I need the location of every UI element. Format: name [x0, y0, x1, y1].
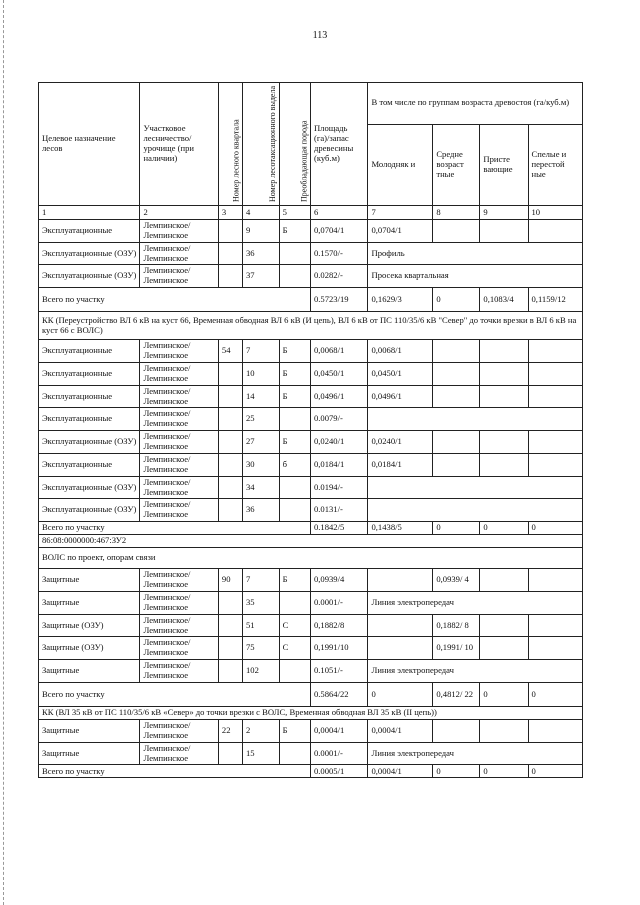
cell-quarter: [218, 742, 242, 765]
cell-purpose: Защитные (ОЗУ): [39, 614, 140, 637]
cell-mature: [528, 719, 583, 742]
cell-area: 0,0004/1: [310, 719, 368, 742]
header-mature: Спелые и перестой ные: [528, 124, 583, 205]
cell-empty: [368, 476, 583, 499]
cell-allotment: 7: [242, 569, 279, 592]
table-row: [39, 660, 583, 683]
cell-purpose: Защитные: [39, 742, 140, 765]
cell-forestry: Лемпинское/ Лемпинское: [140, 385, 218, 408]
cell-purpose: Защитные: [39, 569, 140, 592]
cell-mature: [528, 362, 583, 385]
cell-maturing: [480, 453, 528, 476]
table-row: [39, 719, 583, 742]
cell-note: Профиль: [368, 242, 583, 265]
cell-area: 0,0450/1: [310, 362, 368, 385]
header-species: Преобладающая порода: [279, 83, 310, 206]
header-area: Площадь (га)/запас древесины (куб.м): [310, 83, 368, 206]
cell-species: Б: [279, 340, 310, 363]
cell-young: [368, 569, 433, 592]
cell-forestry: Лемпинское/ Лемпинское: [140, 569, 218, 592]
forest-table: [38, 82, 583, 778]
header-forestry: Участковое лесничество/ урочище (при наличии): [140, 83, 218, 206]
cell-purpose: Эксплуатационные (ОЗУ): [39, 242, 140, 265]
scan-edge-line: [3, 0, 4, 905]
total-middle: 0: [433, 522, 480, 535]
cell-young: 0,0068/1: [368, 340, 433, 363]
cell-quarter: [218, 637, 242, 660]
total-young: 0,0004/1: [368, 765, 433, 778]
cell-quarter: [218, 499, 242, 522]
section-block1: [39, 219, 583, 311]
cell-middle: 0,1991/ 10: [433, 637, 480, 660]
cell-quarter: [218, 660, 242, 683]
cell-maturing: [480, 385, 528, 408]
cell-purpose: Эксплуатационные: [39, 385, 140, 408]
cell-forestry: Лемпинское/ Лемпинское: [140, 614, 218, 637]
cell-allotment: 37: [242, 265, 279, 288]
total-row: [39, 288, 583, 312]
cell-species: Б: [279, 569, 310, 592]
cell-middle: [433, 219, 480, 242]
cell-quarter: 22: [218, 719, 242, 742]
section-block4: [39, 706, 583, 778]
cell-mature: [528, 614, 583, 637]
cell-forestry: Лемпинское/ Лемпинское: [140, 719, 218, 742]
table-row: [39, 591, 583, 614]
header-age-groups: В том числе по группам возраста древостоя (га/куб.м): [368, 83, 583, 125]
col-number: 1: [39, 205, 140, 219]
cell-allotment: 15: [242, 742, 279, 765]
table-row: [39, 499, 583, 522]
cell-quarter: [218, 362, 242, 385]
total-label: Всего по участку: [39, 522, 311, 535]
cell-young: 0,0450/1: [368, 362, 433, 385]
total-middle: 0,4812/ 22: [433, 682, 480, 706]
cell-quarter: 90: [218, 569, 242, 592]
cell-species: [279, 408, 310, 431]
cell-species: Б: [279, 431, 310, 454]
table-row: [39, 265, 583, 288]
total-middle: 0: [433, 765, 480, 778]
cell-forestry: Лемпинское/ Лемпинское: [140, 408, 218, 431]
cell-species: [279, 265, 310, 288]
cell-quarter: [218, 242, 242, 265]
cell-forestry: Лемпинское/ Лемпинское: [140, 453, 218, 476]
cell-forestry: Лемпинское/ Лемпинское: [140, 431, 218, 454]
total-maturing: 0,1083/4: [480, 288, 528, 312]
total-young: 0: [368, 682, 433, 706]
cell-forestry: Лемпинское/ Лемпинское: [140, 265, 218, 288]
cell-area: 0,0184/1: [310, 453, 368, 476]
col-number: 5: [279, 205, 310, 219]
cell-young: 0,0496/1: [368, 385, 433, 408]
cell-quarter: [218, 476, 242, 499]
cell-area: 0.1051/-: [310, 660, 368, 683]
cell-quarter: [218, 591, 242, 614]
cell-maturing: [480, 219, 528, 242]
cell-allotment: 2: [242, 719, 279, 742]
total-middle: 0: [433, 288, 480, 312]
total-maturing: 0: [480, 522, 528, 535]
total-area: 0.0005/1: [310, 765, 368, 778]
cell-purpose: Защитные: [39, 719, 140, 742]
total-mature: 0: [528, 522, 583, 535]
cell-area: 0.1570/-: [310, 242, 368, 265]
cell-species: [279, 742, 310, 765]
total-row: [39, 682, 583, 706]
cell-area: 0.0001/-: [310, 742, 368, 765]
total-row: [39, 522, 583, 535]
cell-forestry: Лемпинское/ Лемпинское: [140, 340, 218, 363]
cell-species: Б: [279, 219, 310, 242]
total-area: 0.5864/22: [310, 682, 368, 706]
cell-young: 0,0240/1: [368, 431, 433, 454]
cell-area: 0.0282/-: [310, 265, 368, 288]
cell-quarter: [218, 453, 242, 476]
cell-empty: [368, 499, 583, 522]
total-mature: 0: [528, 765, 583, 778]
total-label: Всего по участку: [39, 682, 311, 706]
cell-purpose: Эксплуатационные: [39, 408, 140, 431]
cell-mature: [528, 385, 583, 408]
col-number: 3: [218, 205, 242, 219]
cell-area: 0.0194/-: [310, 476, 368, 499]
cell-forestry: Лемпинское/ Лемпинское: [140, 660, 218, 683]
cell-maturing: [480, 719, 528, 742]
cell-maturing: [480, 637, 528, 660]
cell-area: 0.0131/-: [310, 499, 368, 522]
cell-quarter: [218, 385, 242, 408]
cell-area: 0,0939/4: [310, 569, 368, 592]
col-number: 10: [528, 205, 583, 219]
cell-purpose: Защитные: [39, 591, 140, 614]
cell-quarter: [218, 431, 242, 454]
cell-species: С: [279, 614, 310, 637]
cell-young: [368, 614, 433, 637]
section-title: КК (Переустройство ВЛ 6 кВ на куст 66, Временная обводная ВЛ 6 кВ (И цепь), ВЛ 6 кВ от ПС 110/35/6 кВ "Север" до точки врезки в ВЛ 6 кВ на куст 66 с ВОЛС): [39, 312, 583, 340]
cell-species: б: [279, 453, 310, 476]
cell-area: 0,1882/8: [310, 614, 368, 637]
cell-forestry: Лемпинское/ Лемпинское: [140, 219, 218, 242]
cell-forestry: Лемпинское/ Лемпинское: [140, 242, 218, 265]
cell-area: 0,0704/1: [310, 219, 368, 242]
cell-species: Б: [279, 385, 310, 408]
cell-area: 0,0240/1: [310, 431, 368, 454]
cell-mature: [528, 340, 583, 363]
cell-maturing: [480, 340, 528, 363]
cell-area: 0.0079/-: [310, 408, 368, 431]
cell-forestry: Лемпинское/ Лемпинское: [140, 742, 218, 765]
table-row: [39, 242, 583, 265]
cell-purpose: Эксплуатационные: [39, 340, 140, 363]
cell-mature: [528, 431, 583, 454]
cell-note: Просека квартальная: [368, 265, 583, 288]
cell-maturing: [480, 614, 528, 637]
total-maturing: 0: [480, 765, 528, 778]
cell-area: 0,0068/1: [310, 340, 368, 363]
col-number: 4: [242, 205, 279, 219]
header-young: Молодняк и: [368, 124, 433, 205]
page-number: 113: [312, 30, 328, 41]
cell-species: Б: [279, 719, 310, 742]
cell-forestry: Лемпинское/ Лемпинское: [140, 499, 218, 522]
cell-maturing: [480, 362, 528, 385]
header-quarter: Номер лесного квартала: [218, 83, 242, 206]
cell-area: 0.0001/-: [310, 591, 368, 614]
cell-middle: [433, 453, 480, 476]
cell-allotment: 10: [242, 362, 279, 385]
section-title: 86:08:0000000:467:ЗУ2: [39, 535, 583, 548]
cell-forestry: Лемпинское/ Лемпинское: [140, 591, 218, 614]
cell-note: Линия электропередач: [368, 660, 583, 683]
cell-species: [279, 591, 310, 614]
total-mature: 0,1159/12: [528, 288, 583, 312]
cell-purpose: Эксплуатационные (ОЗУ): [39, 431, 140, 454]
header-maturing: Присте вающие: [480, 124, 528, 205]
cell-middle: [433, 362, 480, 385]
cell-allotment: 27: [242, 431, 279, 454]
table-row: [39, 569, 583, 592]
cell-middle: 0,1882/ 8: [433, 614, 480, 637]
total-label: Всего по участку: [39, 765, 311, 778]
cell-middle: [433, 385, 480, 408]
cell-purpose: Эксплуатационные (ОЗУ): [39, 265, 140, 288]
cell-mature: [528, 453, 583, 476]
cell-allotment: 102: [242, 660, 279, 683]
section-title: КК (ВЛ 35 кВ от ПС 110/35/6 кВ «Север» до точки врезки с ВОЛС, Временная обводная ВЛ 35 кВ (II цепь)): [39, 706, 583, 719]
cell-purpose: Эксплуатационные (ОЗУ): [39, 476, 140, 499]
cell-purpose: Эксплуатационные: [39, 362, 140, 385]
cell-species: [279, 499, 310, 522]
header-middle: Средне возраст тные: [433, 124, 480, 205]
total-young: 0,1438/5: [368, 522, 433, 535]
table-row: [39, 453, 583, 476]
col-number: 6: [310, 205, 368, 219]
cell-area: 0,1991/10: [310, 637, 368, 660]
cell-quarter: [218, 614, 242, 637]
total-maturing: 0: [480, 682, 528, 706]
cell-species: [279, 476, 310, 499]
cell-species: [279, 242, 310, 265]
col-number: 9: [480, 205, 528, 219]
cell-species: С: [279, 637, 310, 660]
cell-middle: [433, 719, 480, 742]
cell-allotment: 51: [242, 614, 279, 637]
col-number: 2: [140, 205, 218, 219]
total-label: Всего по участку: [39, 288, 311, 312]
cell-quarter: 54: [218, 340, 242, 363]
cell-forestry: Лемпинское/ Лемпинское: [140, 362, 218, 385]
cell-quarter: [218, 219, 242, 242]
cell-purpose: Эксплуатационные: [39, 453, 140, 476]
cell-quarter: [218, 265, 242, 288]
cell-purpose: Эксплуатационные: [39, 219, 140, 242]
cell-allotment: 25: [242, 408, 279, 431]
col-number: 8: [433, 205, 480, 219]
table-row: [39, 408, 583, 431]
cell-purpose: Защитные (ОЗУ): [39, 637, 140, 660]
total-young: 0,1629/3: [368, 288, 433, 312]
table-header: [39, 83, 583, 220]
table-row: [39, 385, 583, 408]
cell-allotment: 7: [242, 340, 279, 363]
cell-allotment: 36: [242, 499, 279, 522]
cell-young: 0,0704/1: [368, 219, 433, 242]
header-purpose: Целевое назначение лесов: [39, 83, 140, 206]
cell-allotment: 14: [242, 385, 279, 408]
cell-mature: [528, 637, 583, 660]
total-mature: 0: [528, 682, 583, 706]
cell-allotment: 35: [242, 591, 279, 614]
total-area: 0.5723/19: [310, 288, 368, 312]
cell-middle: 0,0939/ 4: [433, 569, 480, 592]
cell-note: Линия электропередач: [368, 591, 583, 614]
table-row: [39, 431, 583, 454]
cell-young: [368, 637, 433, 660]
cell-mature: [528, 569, 583, 592]
table-row: [39, 362, 583, 385]
table-row: [39, 476, 583, 499]
cell-young: 0,0184/1: [368, 453, 433, 476]
table-row: [39, 742, 583, 765]
table-row: [39, 614, 583, 637]
cell-allotment: 9: [242, 219, 279, 242]
cell-allotment: 75: [242, 637, 279, 660]
cell-young: 0,0004/1: [368, 719, 433, 742]
cell-note: Линия электропередач: [368, 742, 583, 765]
cell-mature: [528, 219, 583, 242]
table-row: [39, 219, 583, 242]
table-row: [39, 340, 583, 363]
cell-allotment: 30: [242, 453, 279, 476]
cell-forestry: Лемпинское/ Лемпинское: [140, 476, 218, 499]
table-row: [39, 637, 583, 660]
cell-species: [279, 660, 310, 683]
total-area: 0.1842/5: [310, 522, 368, 535]
cell-area: 0,0496/1: [310, 385, 368, 408]
header-allotment: Номер лесотаксационного выдела: [242, 83, 279, 206]
section-block2: [39, 312, 583, 535]
section-block3: [39, 535, 583, 707]
cell-forestry: Лемпинское/ Лемпинское: [140, 637, 218, 660]
cell-middle: [433, 340, 480, 363]
cell-maturing: [480, 569, 528, 592]
col-number: 7: [368, 205, 433, 219]
cell-purpose: Защитные: [39, 660, 140, 683]
cell-allotment: 34: [242, 476, 279, 499]
total-row: [39, 765, 583, 778]
cell-species: Б: [279, 362, 310, 385]
section-subtitle: ВОЛС по проект, опорам связи: [39, 548, 583, 569]
cell-quarter: [218, 408, 242, 431]
cell-middle: [433, 431, 480, 454]
cell-allotment: 36: [242, 242, 279, 265]
cell-purpose: Эксплуатационные (ОЗУ): [39, 499, 140, 522]
cell-maturing: [480, 431, 528, 454]
cell-empty: [368, 408, 583, 431]
